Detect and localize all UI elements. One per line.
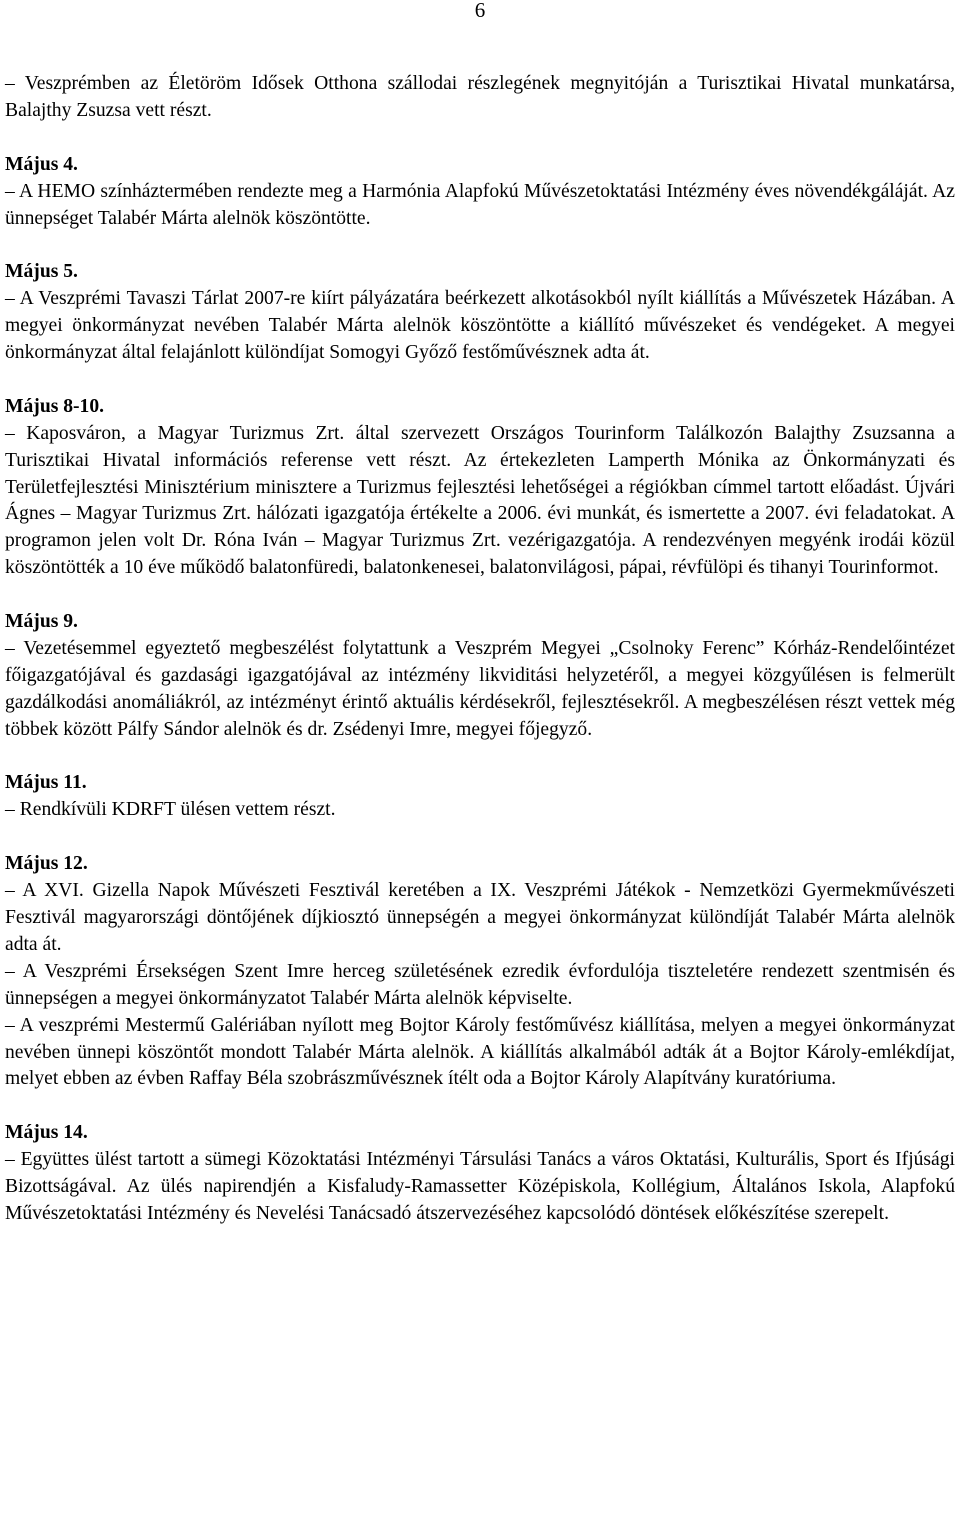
paragraph-may-5: – A Veszprémi Tavaszi Tárlat 2007-re kiírt pályázatára beérkezett alkotásokból nyílt kiállítás a Művészetek Házában. A megyei önkormányzat nevében Talabér Márta alelnök köszöntötte a kiállító művészeket és vendégeket. A megyei önkormányzat által felajánlott különdíjat Somogyi Győző festőművésznek adta át. <box>5 288 955 364</box>
date-heading-may-12: Május 12. <box>5 853 88 875</box>
intro-paragraph: – Veszprémben az Életöröm Idősek Otthona szállodai részlegének megnyitóján a Turisztikai Hivatal munkatársa, Balajthy Zsuzsa vett részt. <box>5 73 955 121</box>
document-body <box>5 71 955 1228</box>
date-heading-may-5: Május 5. <box>5 261 78 283</box>
paragraph-may-8-10: – Kaposváron, a Magyar Turizmus Zrt. által szervezett Országos Tourinform Találkozón Balajthy Zsuzsanna a Turisztikai Hivatal információs referense vett részt. Az értekezleten Lamperth Mónika az Önkormányzati és Területfejlesztési Minisztérium minisztere a Turizmus fejlesztési lehetőségei a régiókban címmel tartott előadást. Újvári Ágnes – Magyar Turizmus Zrt. hálózati igazgatója értékelte a 2006. évi munkát, és ismertette a 2007. évi feladatokat. A programon jelen volt Dr. Róna Iván – Magyar Turizmus Zrt. vezérigazgatója. A rendezvényen megyénk irodái közül köszöntötték a 10 éve működő balatonfüredi, balatonkenesei, balatonvilágosi, pápai, révfülöpi és tihanyi Tourinformot. <box>5 422 955 579</box>
paragraph-may-12-archdiocese: – A Veszprémi Érsekségen Szent Imre herceg születésének ezredik évfordulója tiszteletére rendezett szentmisén és ünnepségen a megyei önkormányzatot Talabér Márta alelnök képviselte. <box>5 960 955 1009</box>
date-heading-may-14: Május 14. <box>5 1122 88 1144</box>
paragraph-may-14: – Együttes ülést tartott a sümegi Közoktatási Intézményi Társulási Tanács a város Oktatási, Kulturális, Sport és Ifjúsági Bizottságával. Az ülés napirendjén a Kisfaludy-Ramassetter Középiskola, Kollégium, Általános Iskola, Alapfokú Művészetoktatási Intézmény és Nevelési Tanácsadó átszervezéséhez kapcsolódó döntések előkészítése szerepelt. <box>5 1149 955 1224</box>
date-heading-may-11: Május 11. <box>5 772 87 794</box>
date-heading-may-4: Május 4. <box>5 153 78 175</box>
page-number: 6 <box>474 0 486 22</box>
paragraph-may-4: – A HEMO színháztermében rendezte meg a Harmónia Alapfokú Művészetoktatási Intézmény éves növendékgáláját. Az ünnepséget Talabér Márta alelnök köszöntötte. <box>5 180 955 229</box>
paragraph-may-12-festival: – A XVI. Gizella Napok Művészeti Fesztivál keretében a IX. Veszprémi Játékok - Nemzetközi Gyermekművészeti Fesztivál magyarországi döntőjének díjkiosztó ünnepségén a megyei önkormányzat különdíját Talabér Márta alelnök adta át. <box>5 880 955 955</box>
paragraph-may-9: – Vezetésemmel egyeztető megbeszélést folytattunk a Veszprém Megyei „Csolnoky Ferenc” Kórház-Rendelőintézet főigazgatójával és gazdasági igazgatójával az intézmény likviditási helyzetéről, a megyei közgyűlésen is felmerült gazdálkodási anomáliákról, az intézményt érintő aktuális kérdésekről, fejlesztésekről. A megbeszélésen részt vettek még többek között Pálfy Sándor alelnök és dr. Zsédenyi Imre, megyei főjegyző. <box>5 637 955 740</box>
paragraph-may-12-gallery: – A veszprémi Mestermű Galériában nyílott meg Bojtor Károly festőművész kiállítása, melyen a megyei önkormányzat nevében ünnepi köszöntőt mondott Talabér Márta alelnök. A kiállítás alkalmából adták át a Bojtor Károly-emlékdíjat, melyet ebben az évben Raffay Béla szobrászművésznek ítélt oda a Bojtor Károly Alapítvány kuratóriuma. <box>5 1014 955 1090</box>
paragraph-may-11: – Rendkívüli KDRFT ülésen vettem részt. <box>5 799 336 821</box>
date-heading-may-8-10: Május 8-10. <box>5 395 105 417</box>
date-heading-may-9: Május 9. <box>5 611 78 633</box>
